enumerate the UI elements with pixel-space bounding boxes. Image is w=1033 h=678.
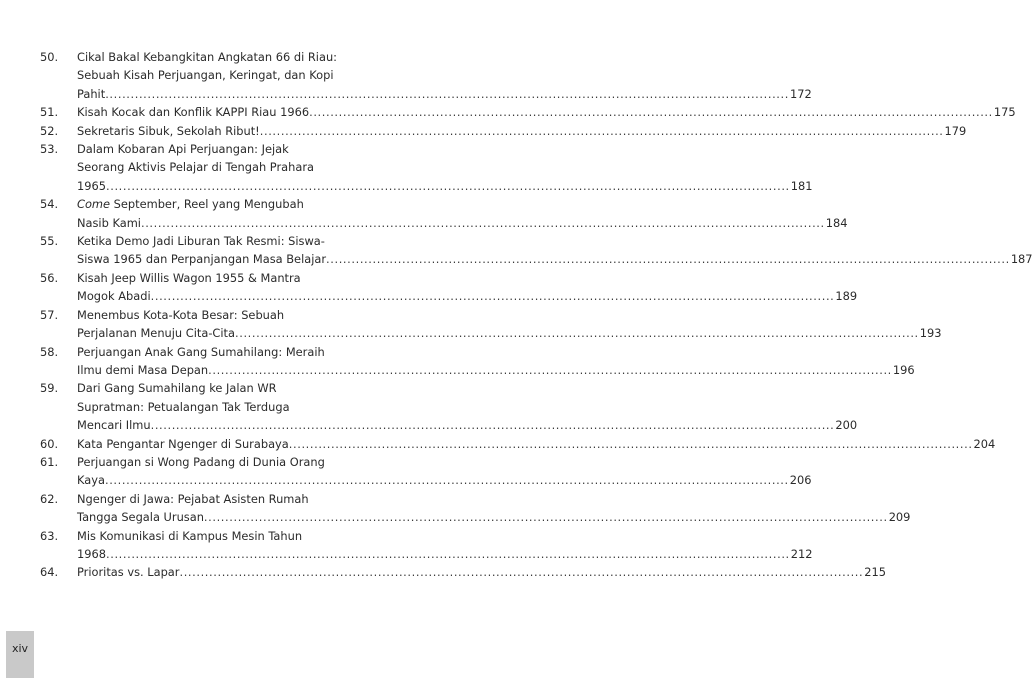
- entry-title: [77, 343, 915, 380]
- page-number: 212: [790, 546, 813, 561]
- dot-leader: [309, 103, 993, 121]
- entry-title-end: Sekretaris Sibuk, Sekolah Ribut!: [77, 123, 260, 138]
- entry-title-line: Dari Gang Sumahilang ke Jalan WR: [77, 381, 277, 396]
- entry-last-line: [77, 122, 967, 140]
- entry-title: [77, 195, 848, 232]
- page-number: 187: [1010, 252, 1033, 267]
- dot-leader: [289, 435, 973, 453]
- toc-entry: [40, 343, 915, 380]
- page-number: 184: [825, 215, 848, 230]
- entry-title: [77, 453, 812, 490]
- entry-last-line: [77, 324, 942, 342]
- entry-title-end: Kaya: [77, 473, 105, 488]
- entry-last-line: [77, 361, 915, 379]
- entry-last-line: [77, 471, 812, 489]
- entry-title-end: Kisah Kocak dan Konflik KAPPI Riau 1966: [77, 105, 310, 120]
- entry-number: 51.: [40, 105, 59, 120]
- entry-title-line: Perjuangan Anak Gang Sumahilang: Meraih: [77, 344, 325, 359]
- page-number: 175: [993, 105, 1016, 120]
- entry-title-line: Seorang Aktivis Pelajar di Tengah Prahara: [77, 160, 314, 175]
- entry-number: 56.: [40, 270, 59, 285]
- entry-title-line: Ketika Demo Jadi Liburan Tak Resmi: Siswa-: [77, 234, 325, 249]
- entry-number: 64.: [40, 565, 59, 580]
- entry-title-end: Ilmu demi Masa Depan: [77, 362, 209, 377]
- entry-last-line: [77, 103, 1016, 121]
- entry-last-line: [77, 85, 812, 103]
- entry-title-line: Menembus Kota-Kota Besar: Sebuah: [77, 307, 285, 322]
- entry-last-line: [77, 287, 858, 305]
- dot-leader: [106, 545, 790, 563]
- dot-leader: [326, 250, 1010, 268]
- entry-title: [77, 490, 911, 527]
- entry-number: 57.: [40, 307, 59, 322]
- table-of-contents: [40, 48, 1033, 582]
- toc-entry: [40, 103, 1016, 121]
- entry-number: 61.: [40, 454, 59, 469]
- entry-title-line: Perjuangan si Wong Padang di Dunia Orang: [77, 454, 325, 469]
- entry-title-line: Dalam Kobaran Api Perjuangan: Jejak: [77, 142, 289, 157]
- page-number: 200: [835, 418, 858, 433]
- toc-entry: [40, 122, 967, 140]
- entry-title-line: Cikal Bakal Kebangkitan Angkatan 66 di Riau:: [77, 50, 338, 64]
- entry-title: [77, 122, 967, 140]
- dot-leader: [235, 324, 919, 342]
- entry-number: 58.: [40, 344, 59, 359]
- entry-title: [77, 48, 812, 103]
- page-number: 209: [888, 510, 911, 525]
- entry-last-line: [77, 177, 813, 195]
- entry-title-end: Mogok Abadi: [77, 289, 151, 304]
- dot-leader: [106, 177, 790, 195]
- page-number: 193: [919, 326, 942, 341]
- entry-title-line: [77, 195, 366, 213]
- folio-number: xiv: [11, 642, 29, 655]
- entry-number: 53.: [40, 142, 59, 157]
- entry-last-line: [77, 214, 848, 232]
- entry-title-text: September, Reel yang Mengubah: [110, 197, 304, 212]
- dot-leader: [151, 287, 835, 305]
- dot-leader: [179, 563, 863, 581]
- entry-title-end: Siswa 1965 dan Perpanjangan Masa Belajar: [77, 252, 327, 267]
- page-number: 215: [864, 565, 886, 580]
- entry-last-line: [77, 250, 1033, 268]
- toc-entry: [40, 48, 812, 103]
- toc-entry: [40, 379, 858, 434]
- toc-entry: [40, 435, 996, 453]
- page-number: 206: [789, 473, 812, 488]
- page-number: 172: [789, 86, 812, 101]
- entry-title: [77, 140, 813, 195]
- entry-title: [77, 563, 886, 581]
- entry-number: 55.: [40, 234, 59, 249]
- entry-title-end: Nasib Kami: [77, 215, 141, 230]
- entry-title: [77, 306, 942, 343]
- entry-title-end: Mencari Ilmu: [77, 418, 151, 433]
- entry-title-end: Pahit: [77, 86, 106, 101]
- entry-title: [77, 103, 1016, 121]
- toc-entry: [40, 306, 942, 343]
- page-folio: [6, 631, 34, 678]
- toc-entry: [40, 453, 812, 490]
- entry-title: [77, 232, 1033, 269]
- entry-number: 59.: [40, 381, 59, 396]
- dot-leader: [204, 508, 888, 526]
- toc-entry: [40, 527, 813, 564]
- entry-title-end: Kata Pengantar Ngenger di Surabaya: [77, 436, 289, 451]
- entry-number: 62.: [40, 491, 59, 506]
- dot-leader: [105, 471, 789, 489]
- entry-number: 52.: [40, 123, 59, 138]
- dot-leader: [141, 214, 825, 232]
- toc-entry: [40, 232, 1033, 269]
- entry-title: [77, 527, 813, 564]
- entry-number: 54.: [40, 197, 59, 212]
- dot-leader: [105, 85, 789, 103]
- entry-title-line: Ngenger di Jawa: Pejabat Asisten Rumah: [77, 491, 309, 506]
- entry-last-line: [77, 563, 886, 581]
- toc-entry: [40, 269, 858, 306]
- entry-title-end: Perjalanan Menuju Cita-Cita: [77, 326, 236, 341]
- toc-entry: [40, 490, 911, 527]
- toc-entry: [40, 195, 848, 232]
- page-number: 179: [944, 123, 967, 138]
- entry-last-line: [77, 435, 996, 453]
- entry-title: [77, 379, 858, 434]
- page-number: 181: [790, 178, 813, 193]
- dot-leader: [208, 361, 892, 379]
- entry-title-end: 1968: [77, 546, 106, 561]
- entry-title-end: Tangga Segala Urusan: [77, 510, 204, 525]
- toc-entry: [40, 563, 886, 581]
- entry-last-line: [77, 508, 911, 526]
- entry-title-line: Sebuah Kisah Perjuangan, Keringat, dan Kopi: [77, 68, 334, 83]
- page-number: 196: [892, 362, 915, 377]
- entry-title-line: Supratman: Petualangan Tak Terduga: [77, 399, 290, 414]
- entry-title-end: Prioritas vs. Lapar: [77, 565, 180, 580]
- entry-number: 63.: [40, 528, 59, 543]
- entry-number: 60.: [40, 436, 59, 451]
- entry-title-end: 1965: [77, 178, 106, 193]
- entry-title: [77, 269, 858, 306]
- entry-title-line: Kisah Jeep Willis Wagon 1955 & Mantra: [77, 270, 301, 285]
- entry-title: [77, 435, 996, 453]
- page-number: 204: [973, 436, 996, 451]
- entry-number: 50.: [40, 50, 59, 64]
- dot-leader: [151, 416, 835, 434]
- italic-title-word: Come: [77, 197, 111, 212]
- page-number: 189: [835, 289, 858, 304]
- entry-last-line: [77, 545, 813, 563]
- toc-entry: [40, 140, 813, 195]
- dot-leader: [260, 122, 944, 140]
- entry-last-line: [77, 416, 858, 434]
- entry-title-line: Mis Komunikasi di Kampus Mesin Tahun: [77, 528, 303, 543]
